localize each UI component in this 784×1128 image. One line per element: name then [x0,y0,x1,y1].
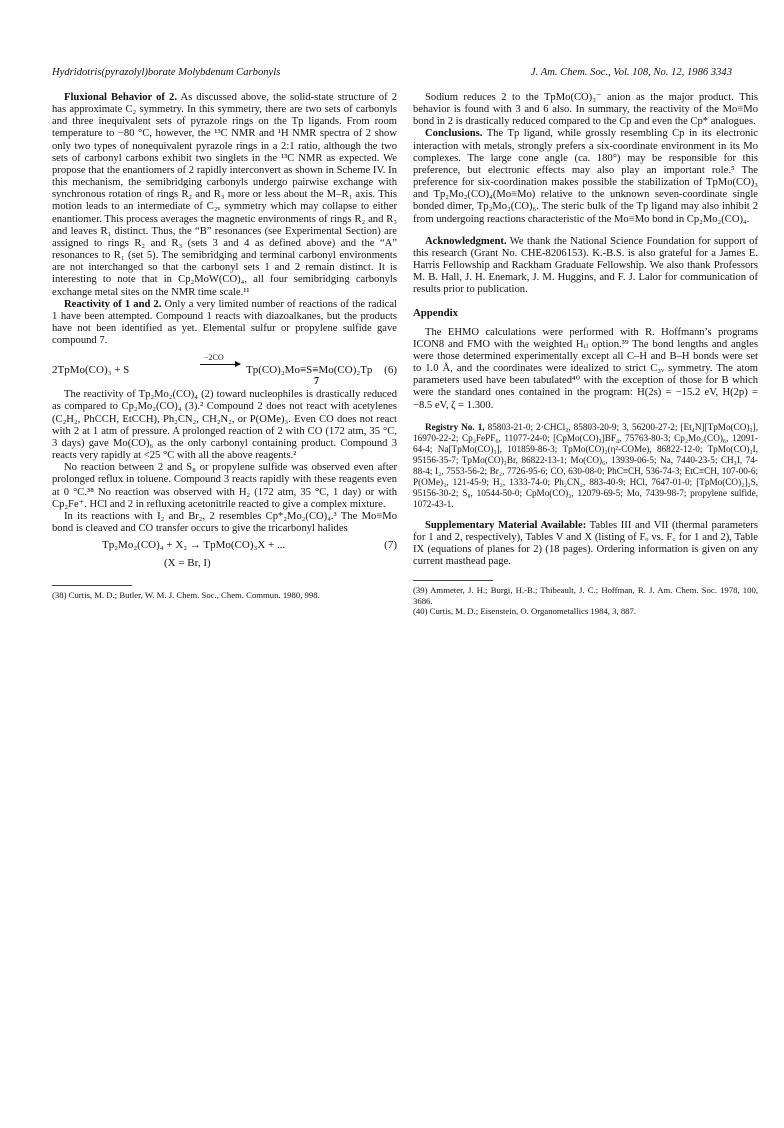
eq6-number: (6) [384,364,397,377]
supplementary-heading: Supplementary Material Available: [425,519,587,531]
eq6-compound-label: 7 [314,376,319,388]
fluxional-paragraph [52,92,397,299]
registry-heading: Registry No. 1, [425,421,485,432]
footnote-40: (40) Curtis, M. D.; Eisenstein, O. Organometallics 1984, 3, 887. [413,606,637,617]
eq7-condition: (X = Br, I) [164,557,211,570]
conclusions-heading: Conclusions. [425,128,483,140]
equation-7 [52,539,397,573]
footnote-divider [52,585,132,586]
running-header-journal: J. Am. Chem. Soc., Vol. 108, No. 12, 1986 3343 [530,67,732,78]
acknowledgment-text: We thank the National Science Foundation for support of this research (Grant No. CHE-8206153). K.-B.S. is also grateful for a James E. Harris Fellowship and Rackham Graduate Fellowship. We also thank Professors M. B. Hall, J. H. Enemark, J. M. Huggins, and F. J. Lalor for communication of results prior to publication. [413,235,758,296]
fluxional-text: As discussed above, the solid-state structure of 2 has approximate C₂ symmetry. In this symmetry, there are two sets of carbonyls and three inequivalent sets of pyrazole rings on the Tp ligands. From room temperature to −80 °C, however, the ¹³C NMR and ¹H NMR spectra of 2 show only two types of nonequivalent pyrazole rings in a 2:1 ratio, although the two sets of carbonyl carbons exhibit two singlets in the ¹³C NMR as expected. We propose that the enantiomers of 2 rapidly interconvert as shown in Scheme IV. In this mechanism, the semibridging carbonyls undergo pairwise exchange with synchronous rotation of rings R₂ and R₃ more or less about the M–R₁ axis. This motion leads to an intermediate of C₂ᵥ symmetry which may collapse to either enantiomer. This process averages the magnetic environments of rings R₂ and R₃ and leaves R₁ distinct. Thus, the “B” resonances (see Experimental Section) are assigned to rings R₂ and R₃ (sets 3 and 4 as defined above) and the “A” resonances to R₁ (set 5). The semibridging and terminal carbonyl environments are not interchanged so that the carbonyl sets 1 and 2 remain distinct. It is interesting to note that in Cp₂MoW(CO)₄, all four semibridging carbonyls exchange metal sites on the NMR time scale.¹¹ [52,92,397,298]
eq6-condition: −2CO [204,353,224,363]
reaction-arrow-icon [200,364,240,365]
running-header-title: Hydridotris(pyrazolyl)borate Molybdenum Carbonyls [52,67,281,78]
eq7-number: (7) [384,539,397,552]
footnote-divider-right [413,580,493,581]
acknowledgment-heading: Acknowledgment. [425,235,507,247]
eq7-reaction: Tp₂Mo₂(CO)₄ + X₂ → TpMo(CO)₃X + ... [102,539,286,552]
acknowledgment-paragraph [413,236,758,297]
nucleophile-paragraph: The reactivity of Tp₂Mo₂(CO)₄ (2) toward nucleophiles is drastically reduced as compared to Cp₂Mo₂(CO)₄ (3).² Compound 2 does not react with acetylenes (C₂H₂, PhCCH, EtCCH), Ph₂CN₂, CH₂N₂, or P(OMe)₃. Even CO does not react with 2 at 1 atm of pressure. A prolonged reaction of 2 with CO (172 atm, 35 °C, 3 days) gave Mo(CO)₆ as the only carbonyl containing product. Compound 3 reacts very rapidly at <25 °C with all the above reagents.² [52,389,397,462]
footnote-38: (38) Curtis, M. D.; Butler, W. M. J. Chem. Soc., Chem. Commun. 1980, 998. [52,590,320,601]
conclusions-text: The Tp ligand, while grossly resembling Cp in its electronic interaction with metals, strongly prefers a six-coordinate environment in its Mo complexes. The large cone angle (ca. 180°) may be responsible for this preference, but electronic effects may also play an important role.⁵ The preference for six-coordination makes possible the stabilization of TpMo(CO)₃ and Tp₂Mo₂(CO)₄(Mo≡Mo) relative to the unknown seven-coordinate single bonded dimer, Tp₂Mo₂(CO)₆. The steric bulk of the Tp ligand may also inhibit 2 from undergoing reactions characteristic of the Mo≡Mo bond in Cp₂Mo₂(CO)₄. [413,128,758,225]
supplementary-text: Tables III and VII (thermal parameters for 1 and 2, respectively), Tables V and X (listing of Fₒ vs. F꜀ for 1 and 2), Table IX (equations of planes for 2) (18 pages). Ordering information is given on any current masthead page. [413,519,758,568]
no-reaction-paragraph: No reaction between 2 and S₈ or propylene sulfide was observed even after prolonged reflux in toluene. Compound 3 reacts rapidly with these reagents even at 0 °C.³⁸ No reaction was observed with H₂ (172 atm, 35 °C, 1 day) or with Cp₂Fe⁺. HCl and 2 in refluxing acetonitrile reacted to give a complex mixture. [52,462,397,510]
fluxional-heading: Fluxional Behavior of 2. [64,92,177,103]
halogen-paragraph: In its reactions with I₂ and Br₂, 2 resembles Cp*₂Mo₂(CO)₄.³ The Mo≡Mo bond is cleaved and CO transfer occurs to give the tricarbonyl halides [52,510,397,534]
eq6-reactants: 2TpMo(CO)₃ + S [52,364,130,377]
registry-text: 85803-21-0; 2·CHCl₃, 85803-20-9; 3, 56200-27-2; [Et₄N][TpMo(CO)₃], 16970-22-2; Cp₂FePF₆, 11077-24-0; [CpMo(CO)₃]BF₄, 75763-80-3; Cp₂Mo₂(CO)₆, 12091-64-4; Na[TpMo(CO)₃], 101859-86-3; TpMo(CO)₂(η²-COMe), 86822-12-0; TpMo(CO)₃I, 95156-35-7; TpMo(CO)₃Br, 86822-13-1; Mo(CO)₆, 13939-06-5; Na, 7440-23-5; CH₃I, 74-88-4; I₂, 7553-56-2; Br₂, 7726-95-6; CO, 630-08-0; PhC≡CH, 536-74-3; EtC≡CH, 107-00-6; P(OMe)₃, 121-45-9; H₂, 1333-74-0; Ph₂CN₂, 883-40-9; HCl, 7647-01-0; [TpMo(CO)₂]₂S, 95156-30-2; S₈, 10544-50-0; CpMo(CO)₃, 12079-69-5; Mo, 7439-98-7; propylene sulfide, 1072-43-1. [413,421,758,509]
footnote-39: (39) Ammeter, J. H.; Burgi, H.-B.; Thibeault, J. C.; Hoffman, R. J. Am. Chem. Soc. 1978, 100, 3686. [413,585,758,606]
reactivity-heading: Reactivity of 1 and 2. [64,298,162,310]
equation-6 [52,353,397,388]
registry-paragraph [413,422,758,510]
conclusions-paragraph [413,128,758,225]
eq6-product: Tp(CO)₂Mo≡S≡Mo(CO)₂Tp [246,364,373,377]
appendix-heading: Appendix [413,306,459,319]
left-column [52,92,397,601]
appendix-paragraph: The EHMO calculations were performed with R. Hoffmann’s programs ICON8 and FMO with the weighted Hᵢⱼ option.³⁹ The bond lengths and angles were those determined experimentally except all C–H and B–H bonds were set to 1.0 Å, and the coordinates were idealized to strict C₃ᵥ symmetry. The atom parameters used have been tabulated⁴⁰ with the exception of those for B which were the standard ones contained in the program: H(2s) = −15.2 eV, H(2p) = −8.5 eV, ζ = 1.300. [413,326,758,411]
right-column [413,92,758,617]
reactivity-paragraph [52,299,397,348]
reactivity-text: Only a very limited number of reactions of the radical 1 have been attempted. Compound 1 reacts with diazoalkanes, but the products have not been identified as yet. Elemental sulfur or propylene sulfide gave compound 7. [52,298,397,347]
sodium-paragraph: Sodium reduces 2 to the TpMo(CO)₃⁻ anion as the major product. This behavior is found with 3 and 6 also. In summary, the reactivity of the Mo≡Mo bond in 2 is drastically reduced compared to the Cp and even the Cp* analogues. [413,92,758,128]
supplementary-paragraph [413,520,758,569]
